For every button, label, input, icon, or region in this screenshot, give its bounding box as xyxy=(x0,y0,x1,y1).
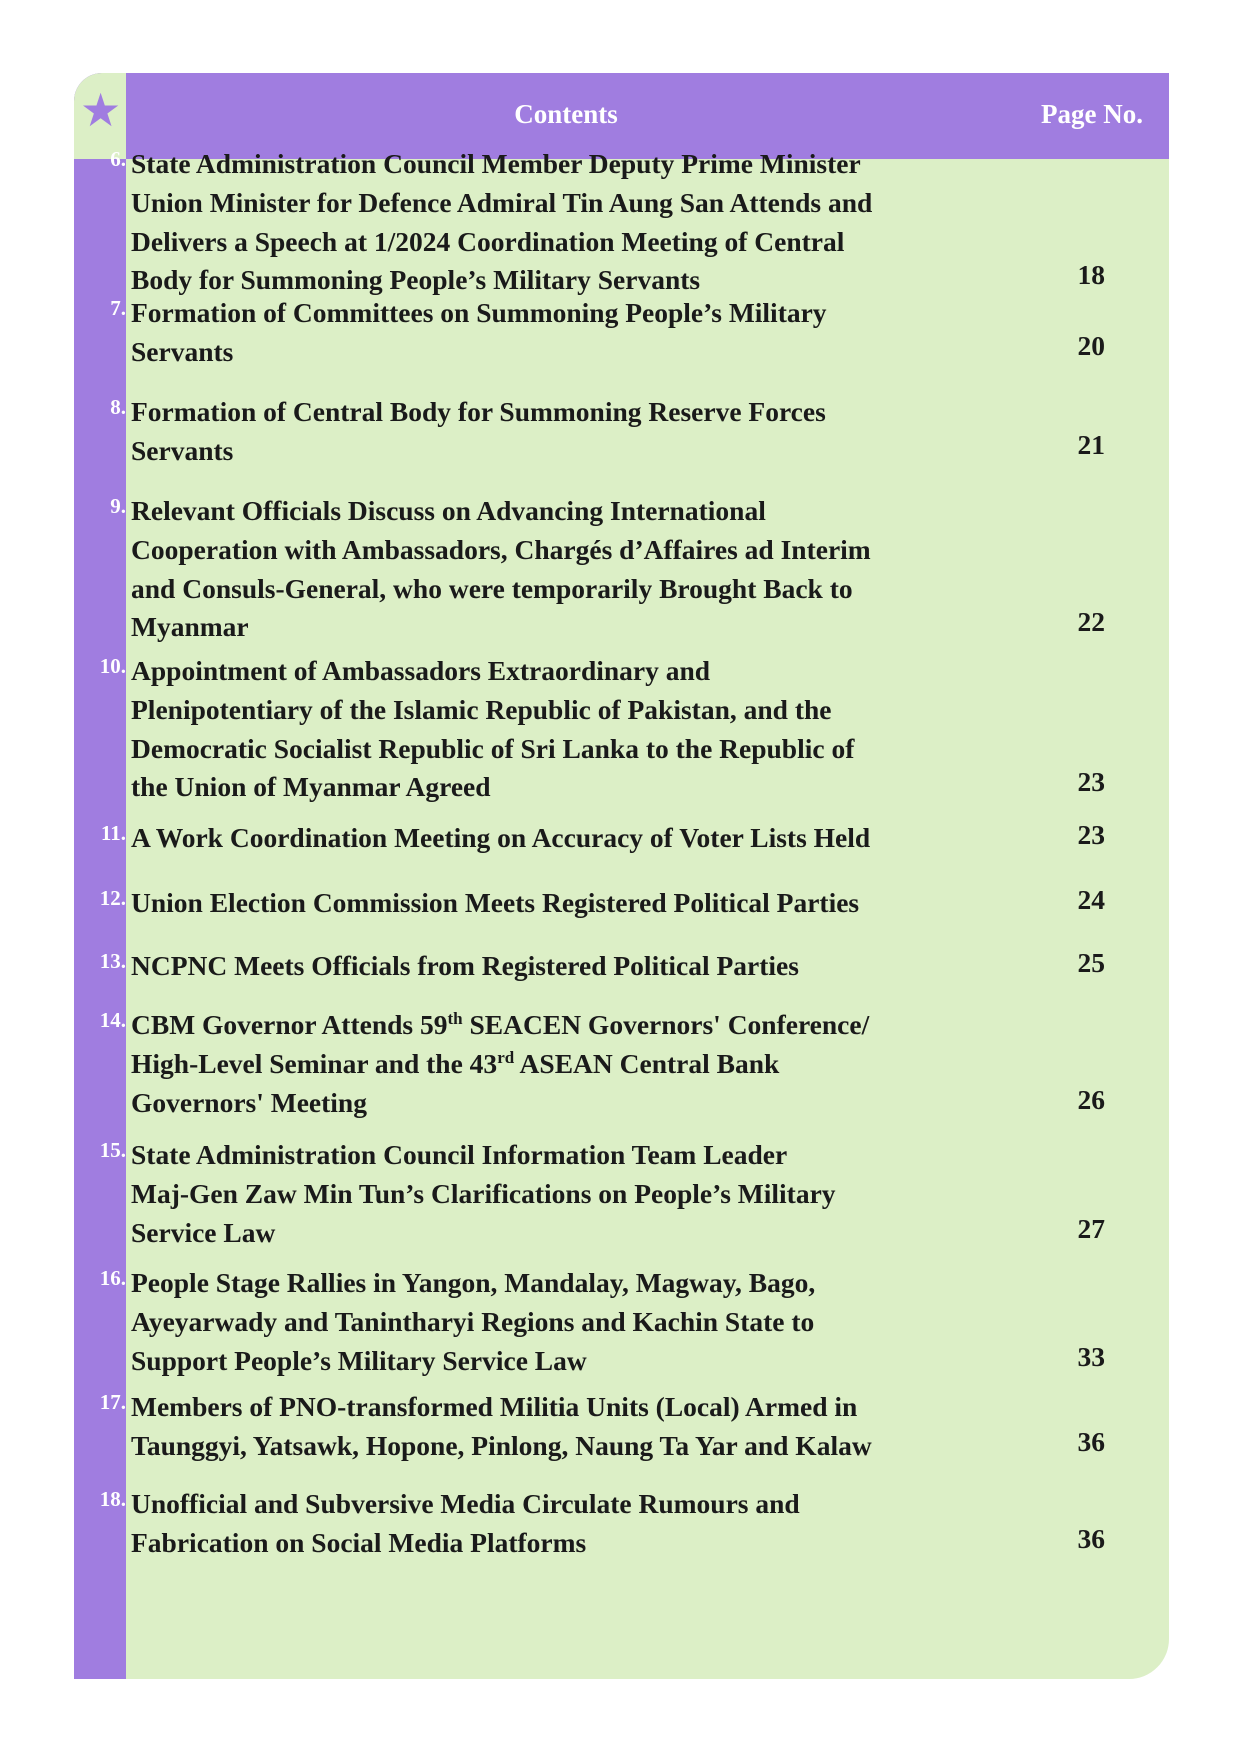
entry-number: 18. xyxy=(99,1487,126,1511)
entry-page-number[interactable]: 23 xyxy=(1077,766,1105,797)
entry-title-line: CBM Governor Attends 59th SEACEN Governors' Conference/ xyxy=(131,1008,870,1040)
entry-title[interactable]: Unofficial and Subversive Media Circulate Rumours and Fabrication on Social Media Platforms xyxy=(131,1488,800,1558)
entry-page-number[interactable]: 36 xyxy=(1077,1426,1105,1457)
entry-page-number[interactable]: 22 xyxy=(1077,606,1105,637)
entry-title[interactable]: State Administration Council Member Deputy Prime Minister Union Minister for Defence Admiral Tin Aung San Attends and Delivers a Speech at 1/2024 Coordination Meeting of Central Body for Summoning People’s Military Servants xyxy=(131,148,873,296)
entry-title[interactable]: Relevant Officials Discuss on Advancing International Cooperation with Ambassadors, Chargés d’Affaires ad Interim and Consuls-General, who were temporarily Brought Back to Myanmar xyxy=(131,495,871,643)
entry-number: 17. xyxy=(99,1390,126,1414)
entry-title[interactable]: Appointment of Ambassadors Extraordinary and Plenipotentiary of the Islamic Republic of Pakistan, and the Democratic Socialist Republic of Sri Lanka to the Republic of the Union of Myanmar Agreed xyxy=(131,655,855,803)
entry-page-number[interactable]: 23 xyxy=(1077,819,1105,850)
entry-number: 12. xyxy=(99,886,126,910)
entry-title[interactable]: A Work Coordination Meeting on Accuracy of Voter Lists Held xyxy=(131,822,871,853)
entry-title[interactable]: Union Election Commission Meets Registered Political Parties xyxy=(131,887,860,918)
entry-number: 6. xyxy=(110,147,126,171)
entry-number: 14. xyxy=(99,1008,126,1032)
entry-number: 8. xyxy=(110,395,126,419)
page-number-heading: Page No. xyxy=(1041,99,1143,129)
entry-title-line: Governors' Meeting xyxy=(131,1086,367,1118)
entry-title[interactable]: NCPNC Meets Officials from Registered Political Parties xyxy=(131,950,799,981)
entry-page-number[interactable]: 26 xyxy=(1077,1084,1105,1115)
entry-number: 13. xyxy=(99,949,126,973)
entry-title[interactable]: Formation of Central Body for Summoning Reserve Forces Servants xyxy=(131,396,826,466)
superscript: th xyxy=(447,1008,463,1028)
entry-title[interactable] xyxy=(131,1006,981,1122)
entry-page-number[interactable]: 36 xyxy=(1077,1523,1105,1554)
entry-title-line: High-Level Seminar and the 43rd ASEAN Central Bank xyxy=(131,1047,780,1079)
superscript: rd xyxy=(497,1047,515,1067)
entry-number: 9. xyxy=(110,494,126,518)
entry-number: 10. xyxy=(99,654,126,678)
entry-title[interactable]: People Stage Rallies in Yangon, Mandalay, Magway, Bago, Ayeyarwady and Tanintharyi Regions and Kachin State to Support People’s Military Service Law xyxy=(131,1267,816,1376)
entry-page-number[interactable]: 25 xyxy=(1077,947,1105,978)
contents-heading: Contents xyxy=(514,99,618,129)
entry-number: 11. xyxy=(100,821,126,845)
contents-panel xyxy=(74,73,1169,1679)
entry-title[interactable]: Formation of Committees on Summoning People’s Military Servants xyxy=(131,297,827,367)
entry-number: 16. xyxy=(99,1266,126,1290)
entry-title[interactable]: Members of PNO-transformed Militia Units (Local) Armed in Taunggyi, Yatsawk, Hopone, Pinlong, Naung Ta Yar and Kalaw xyxy=(131,1391,872,1461)
entry-page-number[interactable]: 24 xyxy=(1077,884,1105,915)
entry-number: 7. xyxy=(110,296,126,320)
entry-page-number[interactable]: 27 xyxy=(1077,1213,1105,1244)
entry-number: 15. xyxy=(99,1138,126,1162)
entry-page-number[interactable]: 21 xyxy=(1077,429,1105,460)
entry-title[interactable]: State Administration Council Information Team Leader Maj-Gen Zaw Min Tun’s Clarifications on People’s Military Service Law xyxy=(131,1139,836,1248)
entry-page-number[interactable]: 33 xyxy=(1077,1341,1105,1372)
entry-page-number[interactable]: 20 xyxy=(1077,330,1105,361)
star-icon: ★ xyxy=(80,85,122,136)
entry-page-number[interactable]: 18 xyxy=(1077,259,1105,290)
